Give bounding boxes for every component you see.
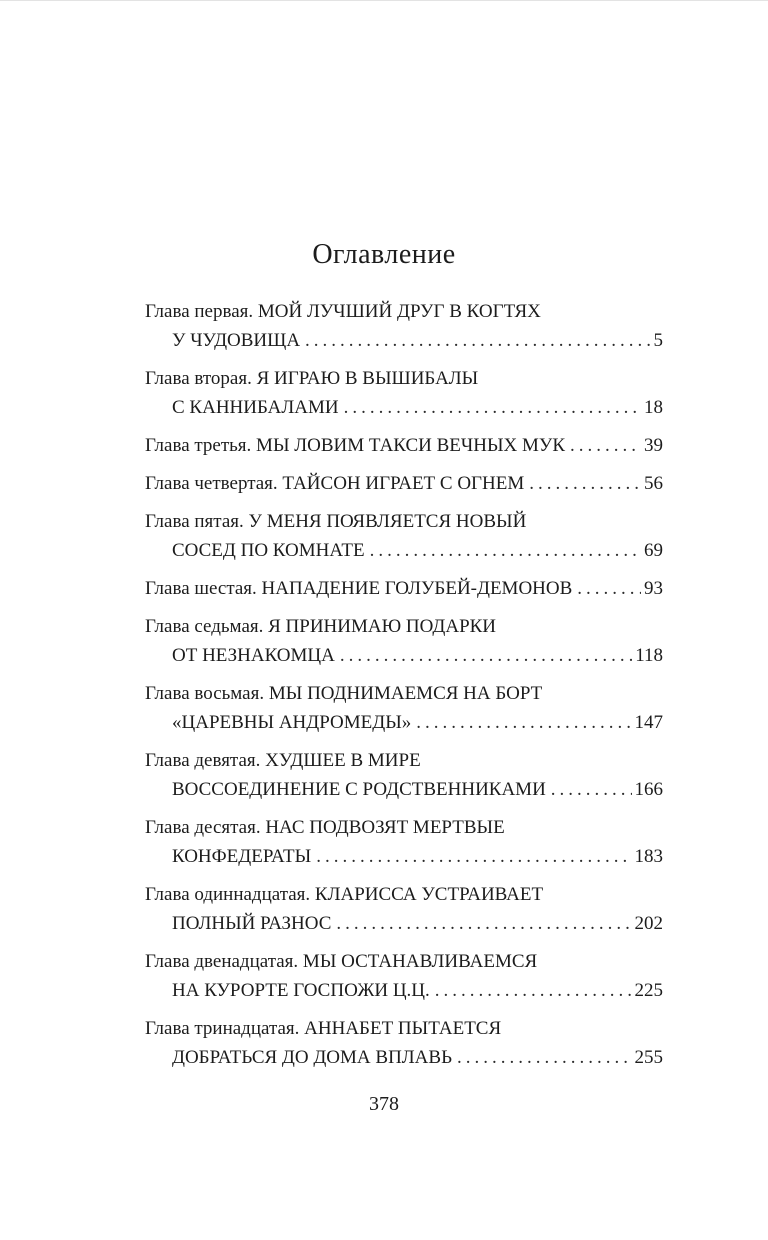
toc-entry-line <box>145 746 663 775</box>
dot-leader <box>344 393 641 422</box>
toc-entry-text: ДОБРАТЬСЯ ДО ДОМА ВПЛАВЬ <box>172 1047 452 1068</box>
toc-entry <box>145 813 663 871</box>
toc-entry-line <box>145 947 663 976</box>
dot-leader <box>336 909 631 938</box>
toc-entry-page-number: 255 <box>634 1047 663 1068</box>
toc-entry-text: С КАННИБАЛАМИ <box>172 397 339 418</box>
toc-entry-line <box>145 880 663 909</box>
toc-entry-page-number: 5 <box>653 330 663 351</box>
toc-entry-line <box>145 612 663 641</box>
toc-entry-text: «ЦАРЕВНЫ АНДРОМЕДЫ» <box>172 712 412 733</box>
toc-entry-text: СОСЕД ПО КОМНАТЕ <box>172 540 365 561</box>
page-number-folio: 378 <box>369 1093 399 1115</box>
toc-entry-page-number: 147 <box>634 712 663 733</box>
toc-entry-text: Глава девятая. ХУДШЕЕ В МИРЕ <box>145 750 421 771</box>
dot-leader <box>457 1043 632 1072</box>
toc-entry-text: Глава пятая. У МЕНЯ ПОЯВЛЯЕТСЯ НОВЫЙ <box>145 511 527 532</box>
dot-leader <box>570 431 641 460</box>
toc-entry-page-number: 93 <box>644 578 663 599</box>
toc-entry-text: НА КУРОРТЕ ГОСПОЖИ Ц.Ц. <box>172 980 430 1001</box>
toc-entry-line <box>145 679 663 708</box>
toc-entry-line-continuation <box>145 842 663 871</box>
dot-leader <box>416 708 631 737</box>
toc-entry-page-number: 56 <box>644 473 663 494</box>
toc-entry-text: ПОЛНЫЙ РАЗНОС <box>172 913 332 934</box>
dot-leader <box>316 842 631 871</box>
toc-entry-line <box>145 1014 663 1043</box>
dot-leader <box>529 469 641 498</box>
toc-entry <box>145 679 663 737</box>
toc-entry-text: Глава двенадцатая. МЫ ОСТАНАВЛИВАЕМСЯ <box>145 951 538 972</box>
toc-entry-text: Глава восьмая. МЫ ПОДНИМАЕМСЯ НА БОРТ <box>145 683 543 704</box>
toc-entry-page-number: 18 <box>644 397 663 418</box>
toc-entry <box>145 880 663 938</box>
toc-entry <box>145 612 663 670</box>
toc-entry-text: Глава третья. МЫ ЛОВИМ ТАКСИ ВЕЧНЫХ МУК <box>145 435 566 456</box>
toc-entry-page-number: 166 <box>634 779 663 800</box>
toc-entry-line-continuation <box>145 326 663 355</box>
toc-entry-text: Глава десятая. НАС ПОДВОЗЯТ МЕРТВЫЕ <box>145 817 505 838</box>
toc-entry <box>145 746 663 804</box>
toc-entry-page-number: 69 <box>644 540 663 561</box>
toc-entry-line <box>145 469 663 498</box>
toc-entry <box>145 507 663 565</box>
toc-entry-page-number: 225 <box>634 980 663 1001</box>
toc-entry <box>145 947 663 1005</box>
toc-entry-line-continuation <box>145 775 663 804</box>
toc-entry-page-number: 39 <box>644 435 663 456</box>
toc-entry-line-continuation <box>145 909 663 938</box>
dot-leader <box>435 976 632 1005</box>
toc-entry <box>145 469 663 498</box>
toc-entry-line-continuation <box>145 536 663 565</box>
toc-entry-text: Глава одиннадцатая. КЛАРИССА УСТРАИВАЕТ <box>145 884 544 905</box>
dot-leader <box>551 775 632 804</box>
toc-entry-line <box>145 364 663 393</box>
toc-entry-page-number: 118 <box>635 645 663 666</box>
toc-entry-text: Глава первая. МОЙ ЛУЧШИЙ ДРУГ В КОГТЯХ <box>145 301 541 322</box>
toc-entry <box>145 364 663 422</box>
page-title: Оглавление <box>312 239 456 270</box>
toc-entry-line <box>145 297 663 326</box>
toc-entry-line-continuation <box>145 976 663 1005</box>
toc-entry <box>145 431 663 460</box>
toc-entry-line <box>145 507 663 536</box>
toc-entry-page-number: 202 <box>634 913 663 934</box>
toc-entry-text: ОТ НЕЗНАКОМЦА <box>172 645 335 666</box>
toc-entry-page-number: 183 <box>634 846 663 867</box>
toc-entry-line <box>145 813 663 842</box>
toc-entry-text: КОНФЕДЕРАТЫ <box>172 846 312 867</box>
toc-entry-line-continuation <box>145 393 663 422</box>
toc-entry-text: Глава вторая. Я ИГРАЮ В ВЫШИБАЛЫ <box>145 368 479 389</box>
toc-entry <box>145 1014 663 1072</box>
dot-leader <box>577 574 641 603</box>
toc-entry-line <box>145 431 663 460</box>
toc-entry-line-continuation <box>145 641 663 670</box>
toc-entry <box>145 297 663 355</box>
toc-entry-line-continuation <box>145 1043 663 1072</box>
toc-entry-text: Глава тринадцатая. АННАБЕТ ПЫТАЕТСЯ <box>145 1018 502 1039</box>
toc-list <box>145 297 663 1081</box>
dot-leader <box>305 326 650 355</box>
toc-entry-text: ВОССОЕДИНЕНИЕ С РОДСТВЕННИКАМИ <box>172 779 546 800</box>
toc-entry-text: Глава седьмая. Я ПРИНИМАЮ ПОДАРКИ <box>145 616 497 637</box>
dot-leader <box>340 641 632 670</box>
toc-entry <box>145 574 663 603</box>
toc-entry-line-continuation <box>145 708 663 737</box>
toc-entry-text: Глава шестая. НАПАДЕНИЕ ГОЛУБЕЙ-ДЕМОНОВ <box>145 578 573 599</box>
toc-entry-line <box>145 574 663 603</box>
dot-leader <box>370 536 641 565</box>
toc-entry-text: Глава четвертая. ТАЙСОН ИГРАЕТ С ОГНЕМ <box>145 473 525 494</box>
toc-entry-text: У ЧУДОВИЩА <box>172 330 301 351</box>
